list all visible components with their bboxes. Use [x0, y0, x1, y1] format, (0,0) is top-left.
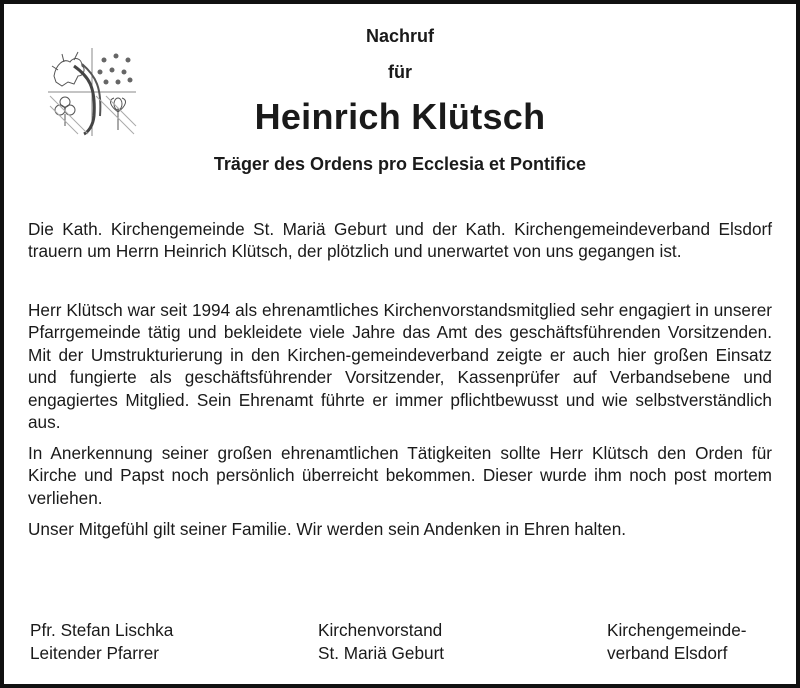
signature-pastor: [30, 619, 173, 665]
signature-line: St. Mariä Geburt: [318, 643, 445, 663]
paragraph-1: Die Kath. Kirchengemeinde St. Mariä Geburt und der Kath. Kirchengemeindeverband Elsdorf trauern um Herrn Heinrich Klütsch, der plötzlich und unerwartet von uns gegangen ist.: [28, 219, 772, 262]
paragraph-3: In Anerkennung seiner großen ehrenamtlichen Tätigkeiten sollte Herr Klütsch den Orden für Kirche und Papst noch persönlich überreicht bekommen. Dieser wurde ihm noch post mortem verliehen.: [28, 443, 772, 508]
signature-church-board: [318, 619, 444, 665]
title-nachruf: Nachruf: [365, 26, 434, 46]
signature-line: Pfr. Stefan Lischka: [30, 620, 174, 640]
paragraph-2: Herr Klütsch war seit 1994 als ehrenamtliches Kirchenvorstandsmitglied sehr engagiert in unserer Pfarrgemeinde tätig und bekleidete viele Jahre das Amt des geschäftsführenden Vorsitzenden. Mit der Umstrukturierung in den Kirchen-gemeindeverband zeigte er auch hier großen Einsatz und fungierte als geschäftsführender Vorsitzender, Kassenprüfer auf Verbandsebene und engagiertes Mitglied. Sein Ehrenamt führte er immer pflichtbewusst und wie selbstverständlich aus.: [28, 300, 772, 433]
signature-association: [607, 619, 747, 665]
signature-line: verband Elsdorf: [607, 643, 728, 663]
signature-line: Leitender Pfarrer: [30, 643, 159, 663]
deceased-name: Heinrich Klütsch: [254, 96, 546, 137]
honor-line: Träger des Ordens pro Ecclesia et Pontifice: [213, 154, 587, 174]
signature-line: Kirchengemeinde-: [607, 620, 747, 640]
paragraph-4: Unser Mitgefühl gilt seiner Familie. Wir werden sein Andenken in Ehren halten.: [28, 519, 627, 539]
title-fuer: für: [388, 62, 412, 82]
signature-line: Kirchenvorstand: [318, 620, 443, 640]
